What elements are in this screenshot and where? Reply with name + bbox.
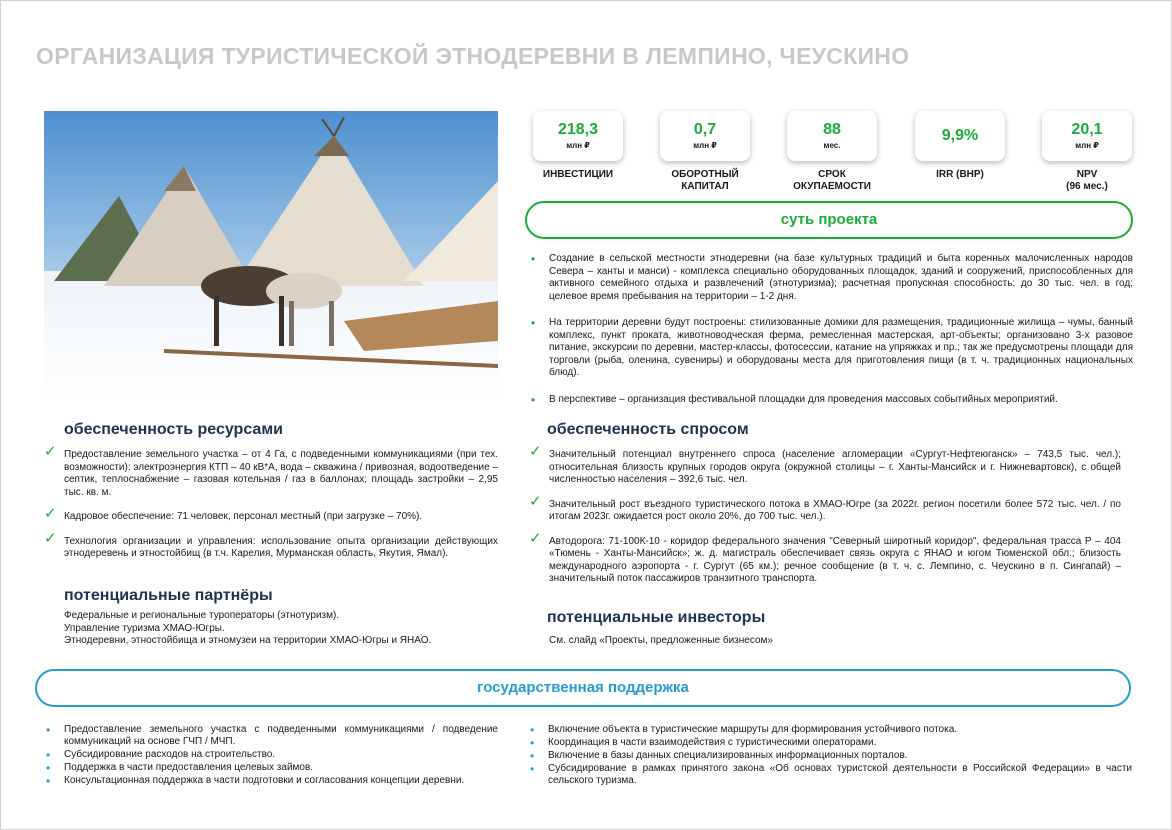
list-item: Этнодеревни, этностойбища и этномузеи на территории ХМАО-Югры и ЯНАО. bbox=[64, 635, 432, 646]
kpi-label: ОБОРОТНЫЙ bbox=[671, 169, 739, 180]
partners-heading: потенциальные партнёры bbox=[64, 587, 273, 604]
resources-list bbox=[44, 443, 498, 573]
list-item: ✓ Кадровое обеспечение: 71 человек, персонал местный (при загрузке – 70%). bbox=[44, 505, 423, 522]
kpi-value: 88 bbox=[823, 121, 841, 138]
demand-list bbox=[529, 443, 1121, 598]
kpi-label: СРОК bbox=[818, 169, 846, 180]
resources-heading: обеспеченность ресурсами bbox=[64, 421, 283, 438]
list-item: ✓ Предоставление земельного участка – от 4 Га, с подведенными коммуникациями (при тех. возможности): электроэнергия КТП – 40 кВ*А, вода – скважина / привозная, водоотведение – септик, теплоснабжение – газовая котельная / газ в баллонах; площадь застройки – 2,95 тыс. кв. м. bbox=[44, 443, 498, 498]
kpi-label: IRR (ВНР) bbox=[936, 169, 984, 180]
kpi-unit: млн ₽ bbox=[693, 141, 717, 150]
tent-reindeer-photo bbox=[44, 111, 498, 405]
list-item: Управление туризма ХМАО-Югры. bbox=[64, 622, 225, 634]
demand-heading: обеспеченность спросом bbox=[547, 421, 749, 438]
kpi-sublabel: (96 мес.) bbox=[1066, 181, 1108, 192]
page-title: ОРГАНИЗАЦИЯ ТУРИСТИЧЕСКОЙ ЭТНОДЕРЕВНИ В ЛЕМПИНО, ЧЕУСКИНО bbox=[36, 43, 910, 69]
check-icon: ✓ bbox=[529, 529, 542, 547]
kpi-npv bbox=[1032, 111, 1142, 193]
list-item: • Консультационная поддержка в части подготовки и согласования концепции деревни. bbox=[44, 775, 498, 787]
list-item: • Поддержка в части предоставления целевых займов. bbox=[44, 762, 498, 774]
kpi-row bbox=[523, 111, 1143, 196]
support-right-list bbox=[528, 724, 1132, 788]
check-icon: ✓ bbox=[529, 443, 542, 460]
kpi-sublabel: КАПИТАЛ bbox=[681, 181, 729, 192]
list-item: • На территории деревни будут построены: стилизованные домики для размещения, традиционные жилища – чумы, банный комплекс, пункт проката, животноводческая ферма, ремесленная мастерская, арт-объекты; организовано 3-х разовое питание, экскурсии по деревни, мастер-классы, фотосессии, катание на упряжках и пр.; так же предусмотрены площади для торговли (рыба, оленина, сувениры) и оборудованы места для приготовления пищи (в т. ч. традиционных национальных блюд). bbox=[529, 317, 1133, 380]
kpi-card bbox=[1042, 111, 1132, 161]
list-item: • Включение объекта в туристические маршруты для формирования устойчивого потока. bbox=[528, 724, 1132, 736]
kpi-unit: млн ₽ bbox=[1075, 141, 1099, 150]
essence-heading: суть проекта bbox=[525, 201, 1133, 239]
kpi-card bbox=[915, 111, 1005, 161]
list-item: Федеральные и региональные туроператоры (этнотуризм). bbox=[64, 610, 340, 621]
support-left-list bbox=[44, 724, 498, 788]
list-item: • В перспективе – организация фестивальной площадки для проведения массовых событийных мероприятий. bbox=[529, 394, 1133, 407]
check-icon: ✓ bbox=[44, 505, 57, 522]
partners-list bbox=[64, 610, 431, 648]
kpi-unit: млн ₽ bbox=[566, 141, 590, 150]
kpi-value: 20,1 bbox=[1071, 121, 1103, 138]
support-heading: государственная поддержка bbox=[35, 669, 1131, 707]
kpi-investments bbox=[523, 111, 633, 181]
list-item: • Субсидирование в рамках принятого закона «Об основах туристской деятельности в Российской Федерации» в части сельского туризма. bbox=[528, 763, 1132, 787]
kpi-card bbox=[533, 111, 623, 161]
kpi-label: NPV bbox=[1076, 169, 1098, 180]
list-item: ✓ Значительный рост въездного туристического потока в ХМАО-Югре (за 2022г. регион посетили более 572 тыс. чел. / по итогам 2023г. ожидается рост около 20%, до 700 тыс. чел.). bbox=[529, 492, 1121, 522]
list-item: • Субсидирование расходов на строительство. bbox=[44, 749, 498, 761]
kpi-working-capital bbox=[650, 111, 760, 193]
list-item: • Координация в части взаимодействия с туристическими операторами. bbox=[528, 737, 1132, 749]
list-item: • Создание в сельской местности этнодеревни (на базе культурных традиций и быта коренных малочисленных народов Севера – ханты и манси) - комплекса специально оборудованных площадок, зданий и сооружений, приспособленных для активного семейного отдыха и развлечений (этнотуризма); расчетная пропускная способность: до 30 тыс. чел. в год; целевое время пребывания на территории – 1-2 дня. bbox=[529, 253, 1133, 303]
list-item: ✓ Технология организации и управления: использование опыта организации действующих этнодеревень и этностойбищ (в т.ч. Карелия, Мурманская область, Якутия, Ямал). bbox=[44, 529, 498, 559]
kpi-unit: мес. bbox=[823, 141, 841, 150]
investors-heading: потенциальные инвесторы bbox=[547, 609, 766, 626]
investors-text: См. слайд «Проекты, предложенные бизнесом» bbox=[549, 635, 773, 646]
list-item: • Включение в базы данных специализированных информационных порталов. bbox=[528, 750, 1132, 762]
check-icon: ✓ bbox=[44, 529, 57, 547]
kpi-value: 9,9% bbox=[941, 127, 979, 144]
list-item: ✓ Автодорога: 71-100К-10 - коридор федерального значения "Северный широтный коридор", федеральная трасса Р – 404 «Тюмень - Ханты-Мансийск»; ж. д. магистраль обеспечивает связь округа с ЯНАО и югом Тюменской обл.; близость международного аэропорта - г. Сургут (65 км.); речное сообщение (в т. ч. с. Лемпино, с. Чеускино в п. Сингапай) – значительный поток пассажиров транзитного транспорта. bbox=[529, 529, 1121, 584]
essence-list bbox=[529, 253, 1133, 420]
list-item: ✓ Значительный потенциал внутреннего спроса (население агломерации «Сургут-Нефтеюганск» – 743,5 тыс. чел.); относительная близость крупных городов округа (окружной столицы – г. Ханты-Мансийск и г. Нижневартовск), с общей численностью населения – 392,6 тыс. чел. bbox=[529, 443, 1121, 485]
kpi-payback bbox=[777, 111, 887, 193]
check-icon: ✓ bbox=[529, 492, 542, 510]
kpi-irr bbox=[905, 111, 1015, 181]
check-icon: ✓ bbox=[44, 443, 57, 460]
kpi-value: 218,3 bbox=[557, 121, 599, 138]
kpi-value: 0,7 bbox=[693, 121, 717, 138]
kpi-sublabel: ОКУПАЕМОСТИ bbox=[793, 181, 871, 192]
kpi-card bbox=[660, 111, 750, 161]
kpi-label: ИНВЕСТИЦИИ bbox=[542, 169, 614, 180]
list-item: • Предоставление земельного участка с подведенными коммуникациями / подведение коммуникаций на основе ГЧП / МЧП. bbox=[44, 724, 498, 748]
kpi-card bbox=[787, 111, 877, 161]
